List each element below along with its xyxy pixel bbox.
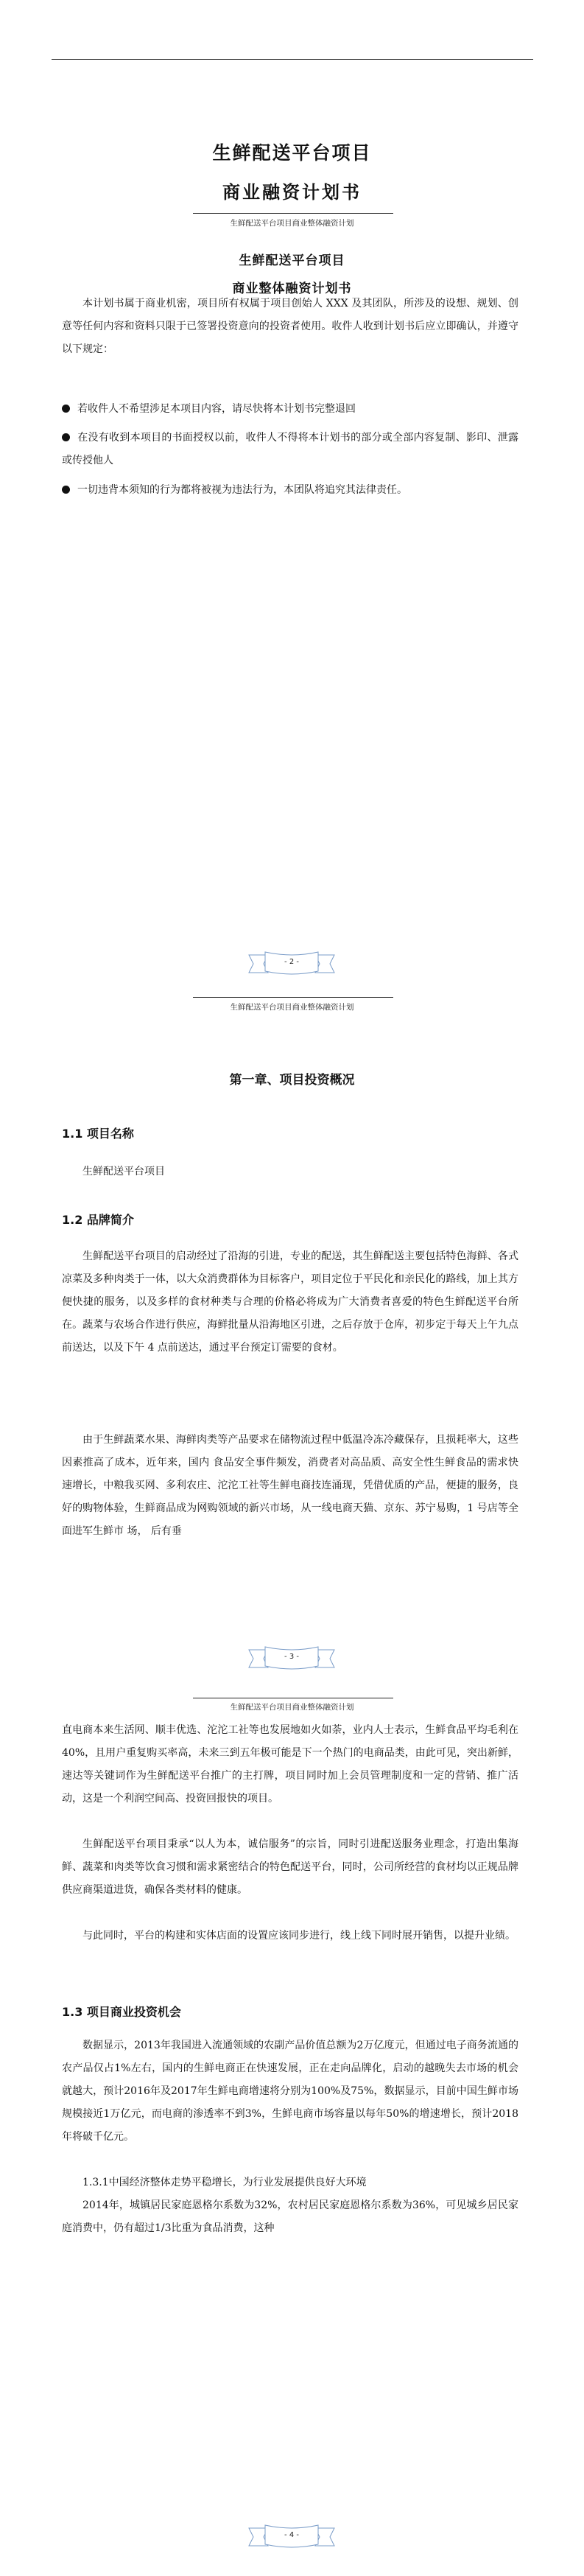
page-number-badge: - 3 - xyxy=(247,1644,336,1676)
page2-title-2: 商业整体融资计划书 xyxy=(232,281,352,296)
header-rule xyxy=(193,213,393,214)
section-1-3-title: 1.3 项目商业投资机会 xyxy=(62,2005,181,2019)
engel-paragraph: 2014年，城镇居民家庭恩格尔系数为32%，农村居民家庭恩格尔系数为36%，可见城乡居民家庭消费中，仍有超过1/3比重为食品消费，这种 xyxy=(62,2199,518,2234)
sales-paragraph: 与此同时，平台的构建和实体店面的设置应该同步进行，线上线下同时展开销售，以提升业绩。 xyxy=(82,1930,516,1942)
brand-paragraph-1: 生鲜配送平台项目的启动经过了沿海的引进，专业的配送，其生鲜配送主要包括特色海鲜、各式凉菜及多种肉类于一体，以大众消费群体为目标客户，项目定位于平民化和亲民化的路线，加上其方便快捷的服务，以及多样的食材种类与合理的价格必将成为广大消费者喜爱的特色生鲜配送平台所在。蔬菜与农场合作进行供应，海鲜批量从沿海地区引进，之后存放于仓库，初步定于每天上午九点前送达，以及下午 4 点前送达，通过平台预定订需要的食材。 xyxy=(62,1250,518,1354)
bullet-icon xyxy=(62,433,70,441)
brand-paragraph-2: 由于生鲜蔬菜水果、海鲜肉类等产品要求在储物流过程中低温冷冻冷藏保存，且损耗率大，这些因素推高了成本，近年来，国内 食品安全事件频发，消费者对高品质、高安全性生鲜食品的需求快 速增长，中粮我买网、多利农庄、沱沱工社等生鲜电商技连涌现，凭借优质的产品，便捷的服务，良好的购物体验，生鲜商品成为网购领域的新兴市场，从一线电商天猫、京东、苏宁易购，1 号店等全面进军生鲜市 场， 后有垂 xyxy=(62,1434,518,1537)
running-header: 生鲜配送平台项目商业整体融资计划 xyxy=(230,1703,354,1712)
chapter-title: 第一章、项目投资概况 xyxy=(229,1073,355,1088)
bullet-icon xyxy=(62,405,70,413)
confidentiality-notice: 本计划书属于商业机密，项目所有权属于项目创始人 XXX 及其团队，所涉及的设想、规划、创意等任何内容和资料只限于已签署投资意向的投资者使用。收件人收到计划书后应立即确认，并遵守以下规定： xyxy=(62,298,518,355)
cover-title-2: 商业融资计划书 xyxy=(222,182,362,203)
running-header: 生鲜配送平台项目商业整体融资计划 xyxy=(230,1003,354,1012)
section-1-2-title: 1.2 品牌简介 xyxy=(62,1213,134,1227)
rule-item-1: 若收件人不希望涉足本项目内容，请尽快将本计划书完整退回 xyxy=(62,398,518,421)
bullet-icon xyxy=(62,486,70,494)
section-1-3-1-title: 1.3.1中国经济整体走势平稳增长，为行业发展提供良好大环境 xyxy=(82,2177,367,2188)
rule-item-3: 一切违背本须知的行为都将被视为违法行为，本团队将追究其法律责任。 xyxy=(62,479,518,502)
section-1-1-title: 1.1 项目名称 xyxy=(62,1127,134,1141)
header-rule xyxy=(193,997,393,998)
cover-title-1: 生鲜配送平台项目 xyxy=(212,142,372,164)
top-rule xyxy=(52,59,533,60)
page2-title-1: 生鲜配送平台项目 xyxy=(239,253,345,268)
market-paragraph: 直电商本来生活网、顺丰优选、沱沱工社等也发展地如火如荼，业内人士表示，生鲜食品平均毛利在 40%，且用户重复购买率高，未来三到五年极可能是下一个热门的电商品类，由此可见，突出新鲜，速达等关键词作为生鲜配送平台推广的主打牌，项目同时加上会员管理制度和一定的营销、推广活动，这是一个利润空间高、投资回报快的项目。 xyxy=(62,1724,518,1805)
mission-paragraph: 生鲜配送平台项目秉承“以人为本，诚信服务”的宗旨，同时引进配送服务业理念，打造出集海鲜、蔬菜和肉类等饮食习惯和需求紧密结合的特色配送平台，同时，公司所经营的食材均以正规品牌供应商渠道进货，确保各类材料的健康。 xyxy=(62,1838,518,1896)
rule-item-2: 在没有收到本项目的书面授权以前，收件人不得将本计划书的部分或全部内容复制、影印、泄露或传授他人 xyxy=(62,432,518,466)
opportunity-paragraph: 数据显示，2013年我国进入流通领域的农副产品价值总额为2万亿度元，但通过电子商务流通的农产品仅占1%左右，国内的生鲜电商正在快速发展，正在走向品牌化，启动的越晚失去市场的机会就越大，预计2016年及2017年生鲜电商增速将分别为100%及75%，数据显示，目前中国生鲜市场规模接近1万亿元，而电商的渗透率不到3%，生鲜电商市场容量以每年50%的增速增长，预计2018年将破千亿元。 xyxy=(62,2040,518,2143)
page-number-badge: - 4 - xyxy=(247,2522,336,2555)
section-1-1-text: 生鲜配送平台项目 xyxy=(82,1166,165,1177)
page-number-badge: - 2 - xyxy=(247,949,336,981)
running-header: 生鲜配送平台项目商业整体融资计划 xyxy=(230,219,354,228)
